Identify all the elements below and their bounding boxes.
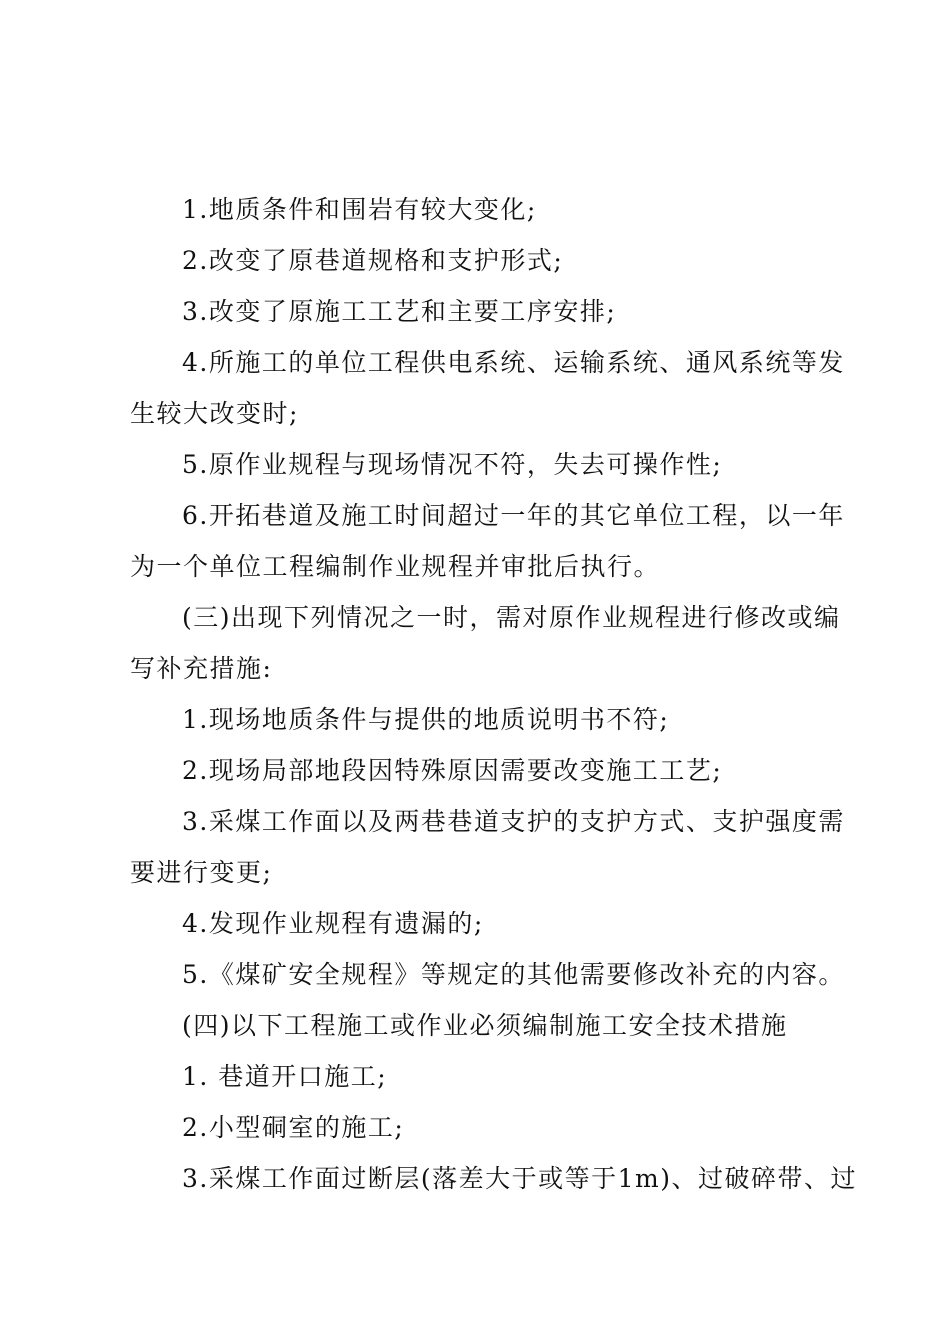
paragraph-line: 要进行变更; xyxy=(130,858,273,887)
paragraph-line: 为一个单位工程编制作业规程并审批后执行。 xyxy=(130,552,661,581)
paragraph-line: 写补充措施: xyxy=(130,654,273,683)
paragraph-line: 3.采煤工作面以及两巷巷道支护的支护方式、支护强度需 xyxy=(182,807,845,836)
paragraph-line: 3.采煤工作面过断层(落差大于或等于1m)、过破碎带、过 xyxy=(182,1164,857,1193)
paragraph-line: 1.地质条件和围岩有较大变化; xyxy=(182,195,537,224)
paragraph-line: 2.小型硐室的施工; xyxy=(182,1113,405,1142)
paragraph-line: 1.现场地质条件与提供的地质说明书不符; xyxy=(182,705,670,734)
paragraph-line: 2.现场局部地段因特殊原因需要改变施工工艺; xyxy=(182,756,723,785)
document-body xyxy=(130,184,857,1204)
paragraph-line: 生较大改变时; xyxy=(130,399,299,428)
section-heading-line: (四)以下工程施工或作业必须编制施工安全技术措施 xyxy=(182,1011,788,1040)
paragraph-line: 5.《煤矿安全规程》等规定的其他需要修改补充的内容。 xyxy=(182,960,845,989)
paragraph-line: 4.所施工的单位工程供电系统、运输系统、通风系统等发 xyxy=(182,348,845,377)
section-heading-line: (三)出现下列情况之一时，需对原作业规程进行修改或编 xyxy=(182,603,841,632)
paragraph-line: 5.原作业规程与现场情况不符，失去可操作性; xyxy=(182,450,723,479)
paragraph-line: 6.开拓巷道及施工时间超过一年的其它单位工程，以一年 xyxy=(182,501,845,530)
paragraph-line: 1. 巷道开口施工; xyxy=(182,1062,388,1091)
paragraph-line: 2.改变了原巷道规格和支护形式; xyxy=(182,246,564,275)
paragraph-line: 3.改变了原施工工艺和主要工序安排; xyxy=(182,297,617,326)
paragraph-line: 4.发现作业规程有遗漏的; xyxy=(182,909,484,938)
